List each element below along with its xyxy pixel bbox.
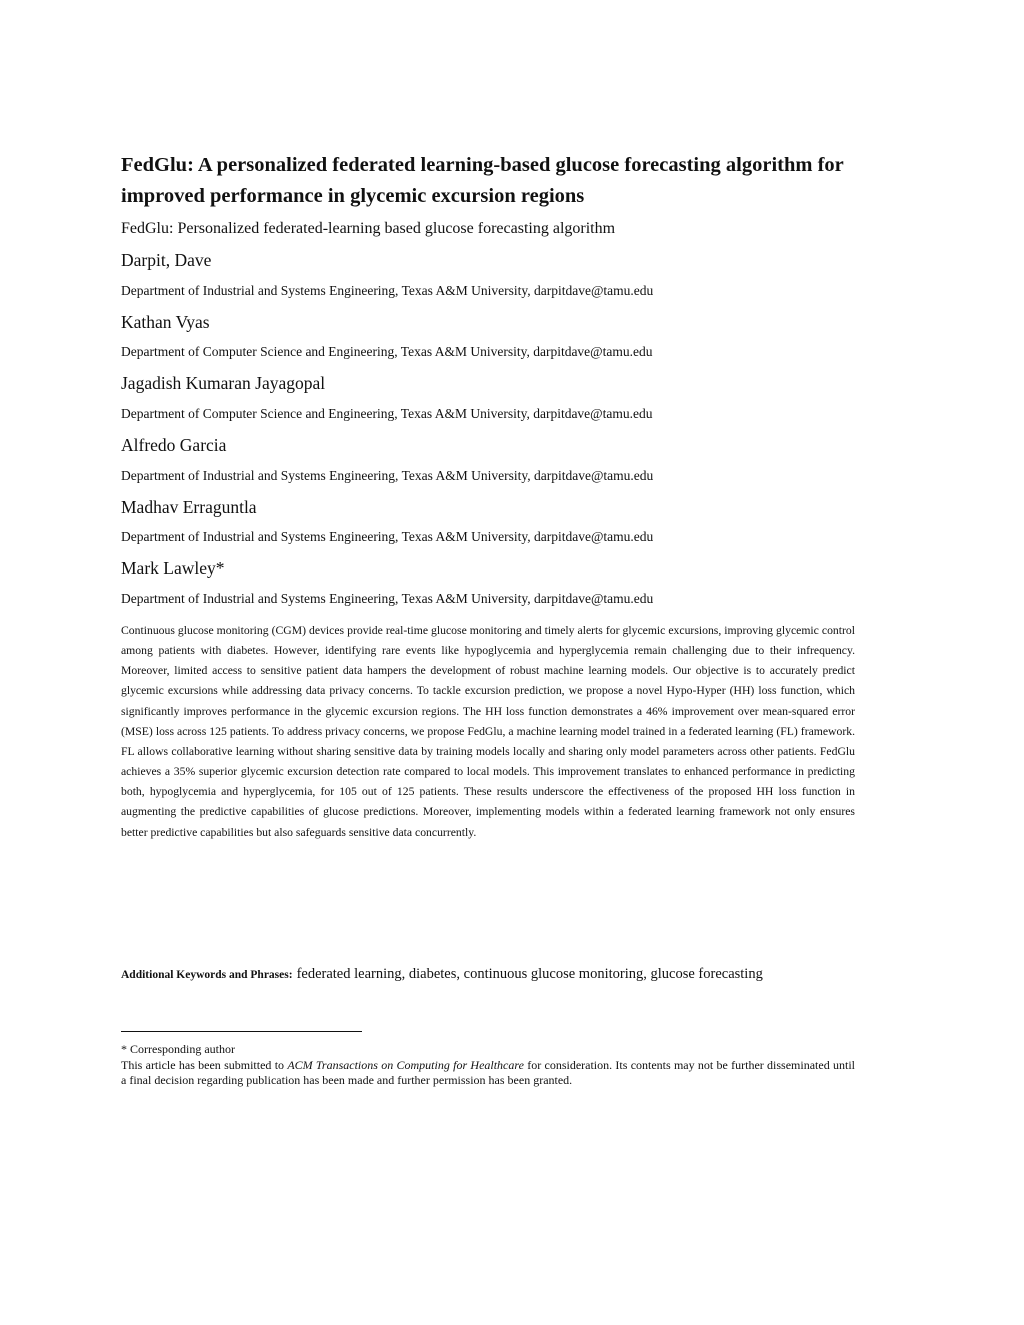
- author-name: Kathan Vyas: [121, 312, 210, 332]
- footnote-submission: [121, 1058, 855, 1089]
- author-name: Madhav Erraguntla: [121, 497, 257, 517]
- keywords: [121, 964, 855, 985]
- author-affiliation: Department of Industrial and Systems Engineering, Texas A&M University, darpitdave@tamu.edu: [121, 529, 654, 544]
- author-affiliation: Department of Industrial and Systems Engineering, Texas A&M University, darpitdave@tamu.edu: [121, 591, 654, 606]
- author-name: Mark Lawley*: [121, 558, 225, 578]
- footnote-submission-pre: This article has been submitted to: [121, 1057, 288, 1072]
- keywords-label: Additional Keywords and Phrases:: [121, 969, 293, 981]
- footnotes: [121, 1042, 855, 1089]
- journal-name: ACM Transactions on Computing for Healthcare: [287, 1057, 524, 1072]
- author-affiliation: Department of Industrial and Systems Engineering, Texas A&M University, darpitdave@tamu.edu: [121, 468, 654, 483]
- author-affiliation: Department of Computer Science and Engineering, Texas A&M University, darpitdave@tamu.edu: [121, 406, 653, 421]
- footnote-divider: [121, 1031, 362, 1032]
- author-affiliation: Department of Computer Science and Engineering, Texas A&M University, darpitdave@tamu.edu: [121, 344, 653, 359]
- footnote-submission-post: for consideration. Its contents may not be further disseminated until a final decision regarding publication has been made and further permission has been granted.: [121, 1057, 855, 1087]
- keywords-text: federated learning, diabetes, continuous glucose monitoring, glucose forecasting: [296, 966, 763, 982]
- abstract: Continuous glucose monitoring (CGM) devices provide real-time glucose monitoring and timely alerts for glycemic excursions, improving glycemic control among patients with diabetes. However, identifying rare events like hypoglycemia and hyperglycemia remain challenging due to their infrequency. Moreover, limited access to sensitive patient data hampers the development of robust machine learning models. Our objective is to accurately predict glycemic excursions while addressing data privacy concerns. To tackle excursion prediction, we propose a novel Hypo-Hyper (HH) loss function, which significantly improves performance in the glycemic excursion regions. The HH loss function demonstrates a 46% improvement over mean-squared error (MSE) loss across 125 patients. To address privacy concerns, we propose FedGlu, a machine learning model trained in a federated learning (FL) framework. FL allows collaborative learning without sharing sensitive data by training models locally and sharing only model parameters across other patients. FedGlu achieves a 35% superior glycemic excursion detection rate compared to local models. This improvement translates to enhanced performance in predicting both, hypoglycemia and hyperglycemia, for 105 out of 125 patients. These results underscore the effectiveness of the proposed HH loss function in augmenting the predictive capabilities of glucose predictions. Moreover, implementing models within a federated learning framework not only ensures better predictive capabilities but also safeguards sensitive data concurrently.: [121, 624, 855, 839]
- paper-title: FedGlu: A personalized federated learning-based glucose forecasting algorithm for improved performance in glycemic excursion regions: [121, 154, 844, 207]
- author-name: Alfredo Garcia: [121, 435, 227, 455]
- author-affiliation: Department of Industrial and Systems Engineering, Texas A&M University, darpitdave@tamu.edu: [121, 283, 654, 298]
- author-name: Darpit, Dave: [121, 250, 212, 270]
- footnote-corresponding: * Corresponding author: [121, 1042, 235, 1056]
- running-title: FedGlu: Personalized federated-learning based glucose forecasting algorithm: [121, 220, 616, 237]
- author-name: Jagadish Kumaran Jayagopal: [121, 373, 326, 393]
